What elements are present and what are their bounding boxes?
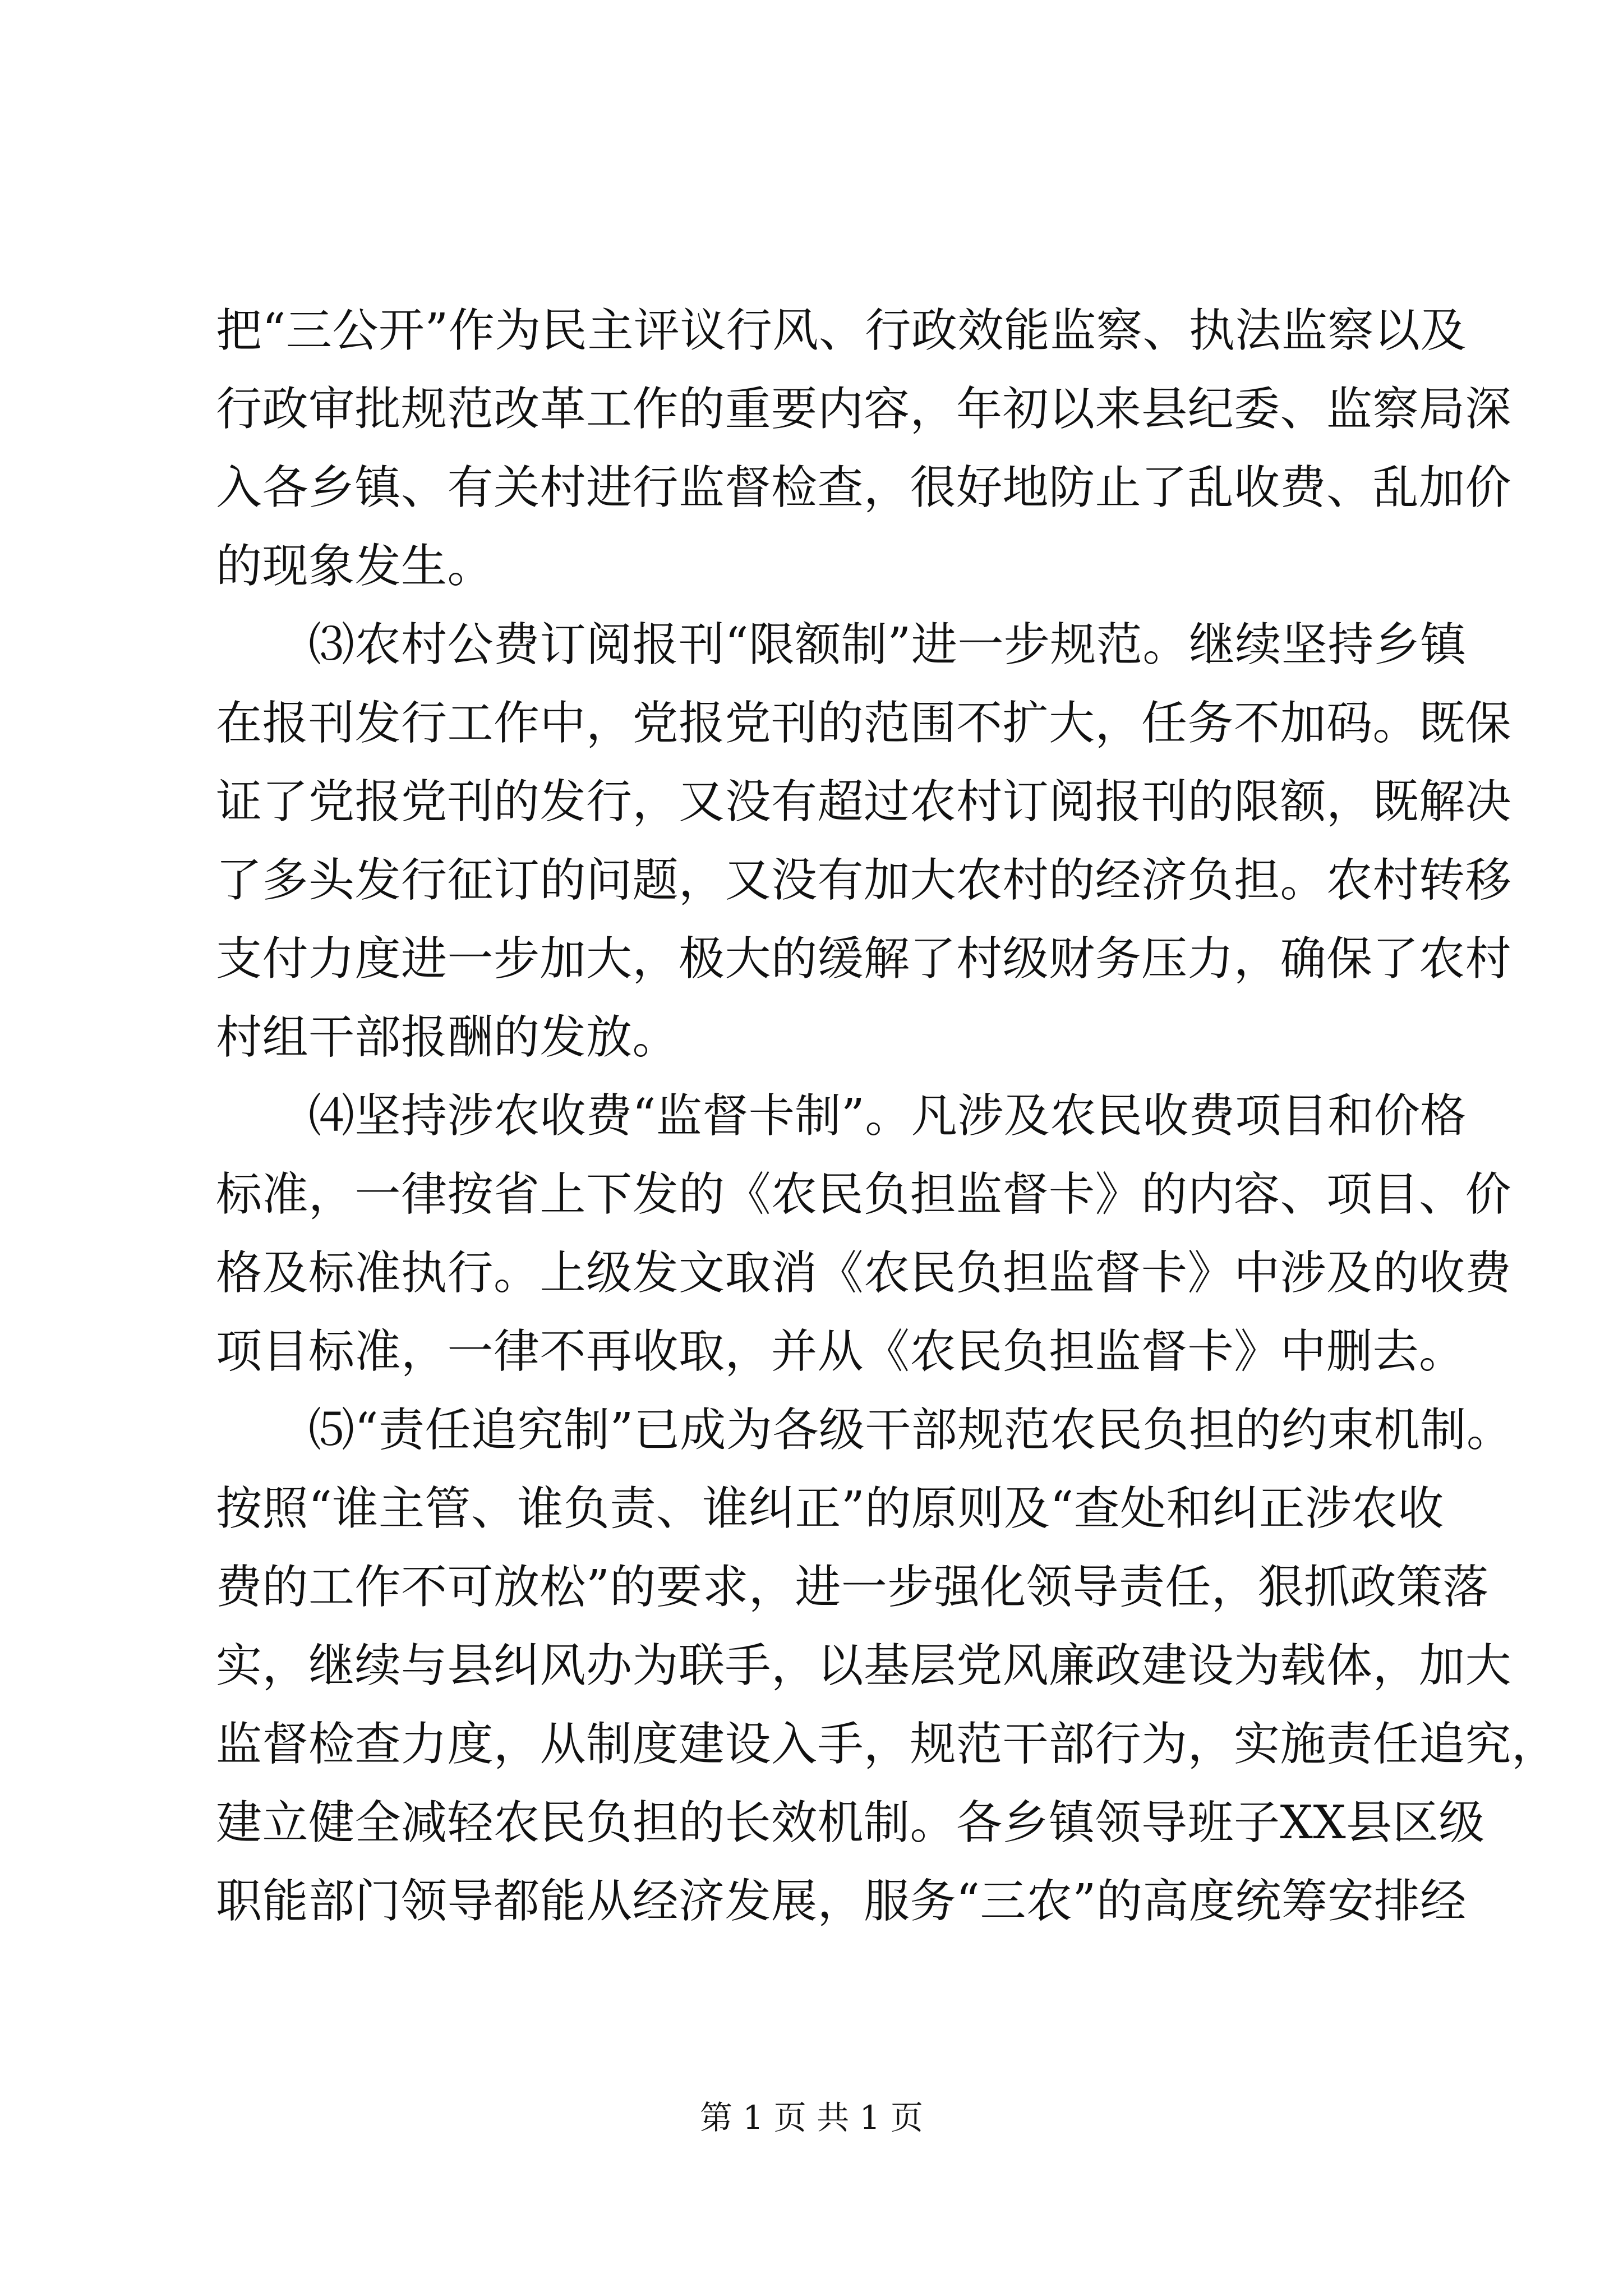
- text-line: 在报刊发行工作中，党报党刊的范围不扩大，任务不加码。既保: [216, 697, 1512, 750]
- text-line: 行政审批规范改革工作的重要内容，年初以来县纪委、监察局深: [216, 383, 1512, 436]
- text-line: 的现象发生。: [216, 540, 494, 593]
- text-line: 格及标准执行。上级发文取消《农民负担监督卡》中涉及的收费: [216, 1246, 1512, 1300]
- text-line: 费的工作不可放松”的要求，进一步强化领导责任，狠抓政策落: [216, 1561, 1489, 1614]
- text-line: 项目标准，一律不再收取，并从《农民负担监督卡》中删去。: [216, 1325, 1465, 1378]
- text-line: 职能部门领导都能从经济发展，服务“三农”的高度统筹安排经: [216, 1875, 1467, 1928]
- page-footer: [0, 2095, 1623, 2140]
- text-line: 支付力度进一步加大，极大的缓解了村级财务压力，确保了农村: [216, 932, 1512, 986]
- text-line: ⑷坚持涉农收费“监督卡制”。凡涉及农民收费项目和价格: [216, 1089, 1467, 1143]
- text-line: 监督检查力度，从制度建设入手，规范干部行为，实施责任追究，: [216, 1718, 1558, 1771]
- text-line: 村组干部报酬的发放。: [216, 1011, 679, 1064]
- text-line: 按照“谁主管、谁负责、谁纠正”的原则及“查处和纠正涉农收: [216, 1482, 1444, 1535]
- text-line: 标准，一律按省上下发的《农民负担监督卡》的内容、项目、价: [216, 1168, 1512, 1221]
- text-line: 实，继续与县纠风办为联手，以基层党风廉政建设为载体，加大: [216, 1639, 1512, 1692]
- text-line: ⑶农村公费订阅报刊“限额制”进一步规范。继续坚持乡镇: [216, 618, 1467, 671]
- body-text: [216, 292, 1558, 1941]
- text-line: 了多头发行征订的问题，又没有加大农村的经济负担。农村转移: [216, 854, 1512, 907]
- text-line: 建立健全减轻农民负担的长效机制。各乡镇领导班子XX县区级: [216, 1796, 1485, 1849]
- text-line: 入各乡镇、有关村进行监督检查，很好地防止了乱收费、乱加价: [216, 461, 1512, 514]
- text-line: 证了党报党刊的发行，又没有超过农村订阅报刊的限额，既解决: [216, 775, 1512, 829]
- page-number-label: 第 1 页 共 1 页: [700, 2099, 923, 2137]
- text-line: 把“三公开”作为民主评议行风、行政效能监察、执法监察以及: [216, 304, 1467, 357]
- text-line: ⑸“责任追究制”已成为各级干部规范农民负担的约束机制。: [216, 1404, 1513, 1457]
